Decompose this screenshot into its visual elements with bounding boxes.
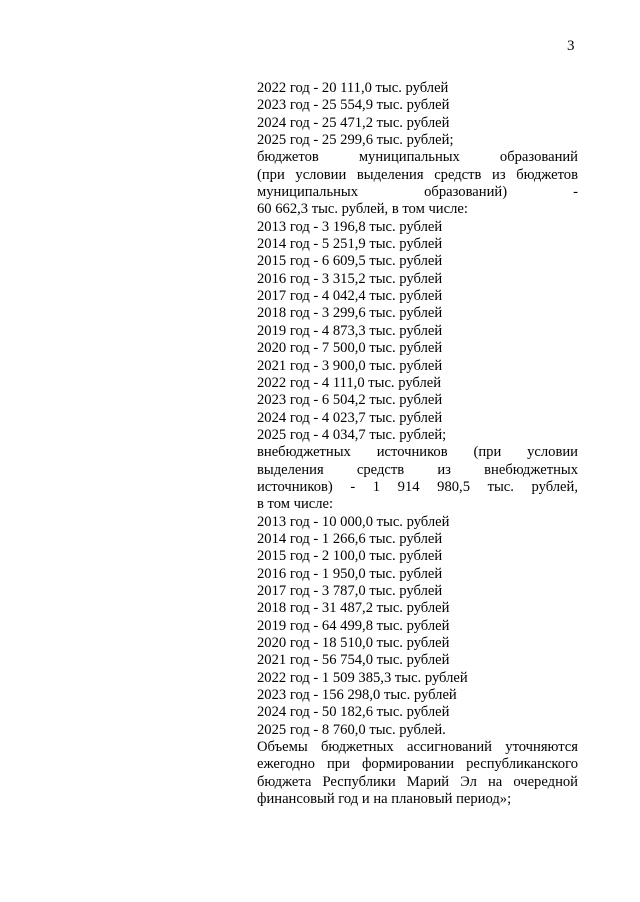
year-line: 2018 год - 3 299,6 тыс. рублей bbox=[257, 305, 443, 322]
year-line: 2021 год - 56 754,0 тыс. рублей bbox=[257, 652, 450, 669]
year-line: 2023 год - 25 554,9 тыс. рублей bbox=[257, 97, 450, 114]
year-line: 2025 год - 25 299,6 тыс. рублей; bbox=[257, 132, 454, 149]
extra-budget-sources-section bbox=[257, 444, 578, 739]
year-line: 2017 год - 3 787,0 тыс. рублей bbox=[257, 582, 443, 599]
section-heading-line: бюджетов муниципальных образований bbox=[257, 149, 578, 166]
year-line: 2016 год - 1 950,0 тыс. рублей bbox=[257, 565, 443, 582]
year-line: 2022 год - 20 111,0 тыс. рублей bbox=[257, 80, 449, 96]
closing-paragraph: Объемы бюджетных ассигнований уточняются ежегодно при формировании республиканского бюджета Республики Марий Эл на очередной финансовый год и на плановый период»; bbox=[257, 739, 578, 808]
year-line: 2017 год - 4 042,4 тыс. рублей bbox=[257, 288, 443, 305]
year-line: 2014 год - 5 251,9 тыс. рублей bbox=[257, 236, 443, 253]
year-line: 2024 год - 50 182,6 тыс. рублей bbox=[257, 704, 450, 721]
year-line: 2023 год - 156 298,0 тыс. рублей bbox=[257, 687, 457, 704]
year-line: 2018 год - 31 487,2 тыс. рублей bbox=[257, 600, 450, 617]
year-line: 2013 год - 3 196,8 тыс. рублей bbox=[257, 218, 443, 235]
year-line: 2023 год - 6 504,2 тыс. рублей bbox=[257, 392, 443, 409]
section-heading-line: внебюджетных источников (при условии bbox=[257, 444, 578, 461]
year-line: 2014 год - 1 266,6 тыс. рублей bbox=[257, 530, 443, 547]
year-line: 2015 год - 2 100,0 тыс. рублей bbox=[257, 548, 443, 565]
document-body bbox=[257, 80, 578, 808]
regional-budget-tail bbox=[257, 80, 578, 149]
section-heading-line: источников) - 1 914 980,5 тыс. рублей, bbox=[257, 478, 578, 495]
section-heading-line: муниципальных образований) - bbox=[257, 184, 578, 201]
year-line: 2025 год - 8 760,0 тыс. рублей. bbox=[257, 721, 446, 738]
page-number: 3 bbox=[567, 38, 575, 54]
year-line: 2016 год - 3 315,2 тыс. рублей bbox=[257, 270, 443, 287]
year-line: 2013 год - 10 000,0 тыс. рублей bbox=[257, 513, 450, 530]
section-heading-line: в том числе: bbox=[257, 496, 334, 513]
section-heading-line: (при условии выделения средств из бюджетов bbox=[257, 166, 578, 183]
municipal-budgets-section bbox=[257, 149, 578, 444]
year-line: 2019 год - 4 873,3 тыс. рублей bbox=[257, 322, 443, 339]
year-line: 2020 год - 7 500,0 тыс. рублей bbox=[257, 340, 443, 357]
section-heading-line: выделения средств из внебюджетных bbox=[257, 461, 578, 478]
year-line: 2022 год - 1 509 385,3 тыс. рублей bbox=[257, 669, 468, 686]
year-line: 2025 год - 4 034,7 тыс. рублей; bbox=[257, 426, 447, 443]
year-line: 2024 год - 4 023,7 тыс. рублей bbox=[257, 409, 443, 426]
year-line: 2022 год - 4 111,0 тыс. рублей bbox=[257, 374, 442, 391]
year-line: 2019 год - 64 499,8 тыс. рублей bbox=[257, 617, 450, 634]
year-line: 2020 год - 18 510,0 тыс. рублей bbox=[257, 635, 450, 651]
year-line: 2021 год - 3 900,0 тыс. рублей bbox=[257, 357, 443, 374]
year-line: 2015 год - 6 609,5 тыс. рублей bbox=[257, 253, 443, 270]
year-line: 2024 год - 25 471,2 тыс. рублей bbox=[257, 114, 450, 131]
section-total-line: 60 662,3 тыс. рублей, в том числе: bbox=[257, 201, 468, 218]
